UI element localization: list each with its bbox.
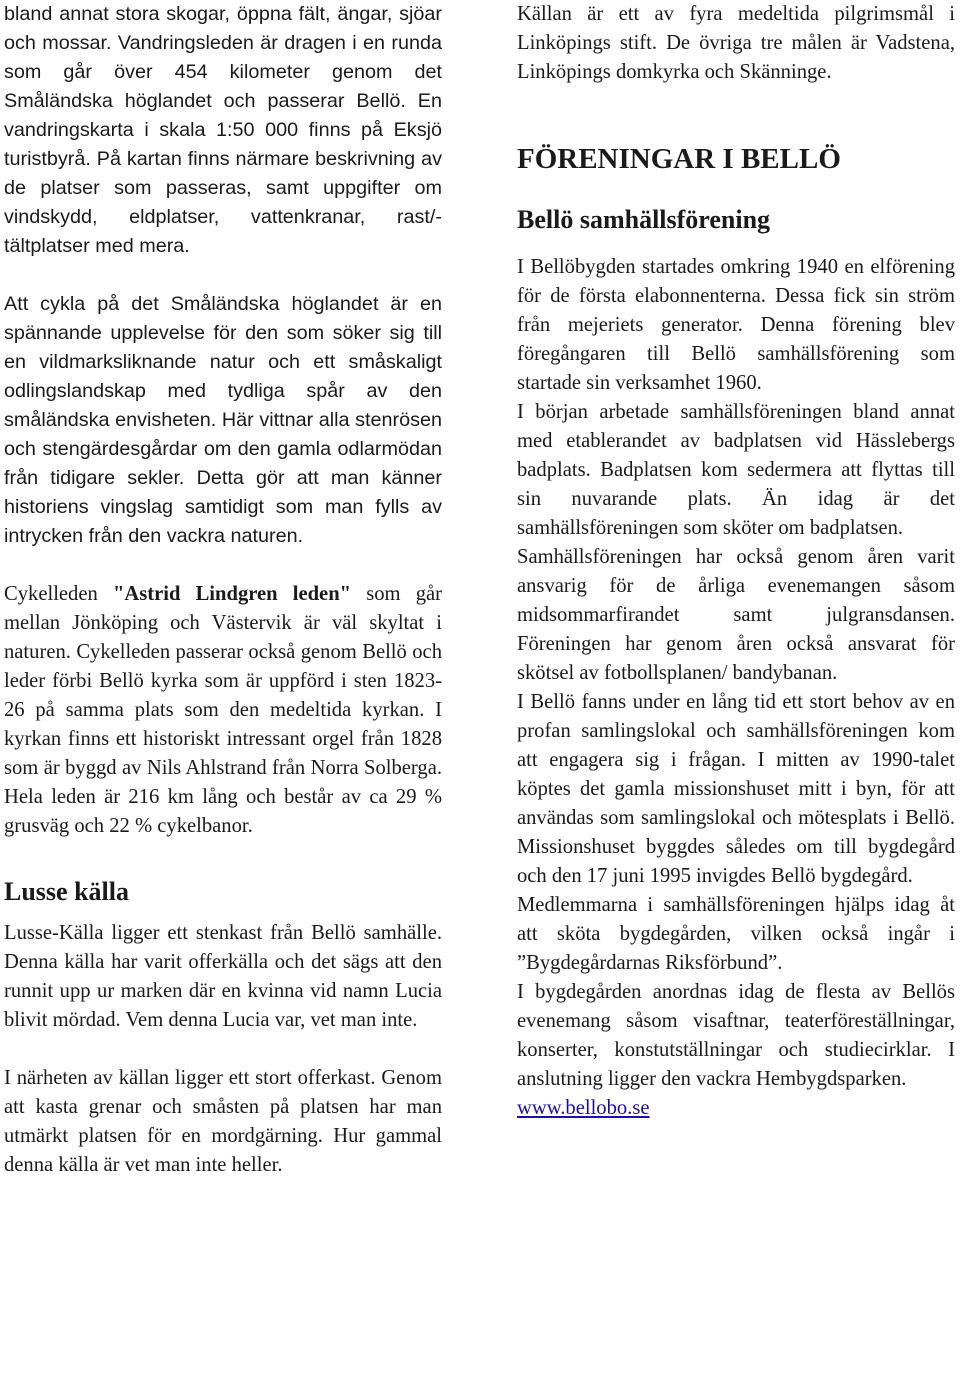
trail-name: "Astrid Lindgren leden" xyxy=(112,583,352,605)
lusse-kalla-heading: Lusse källa xyxy=(4,877,129,906)
hiking-trail-paragraph: bland annat stora skogar, öppna fält, ängar, sjöar och mossar. Vandringsleden är dragen i en runda som går över 454 kilometer genom det Småländska höglandet och passerar Bellö. En vandringskarta i skala 1:50 000 finns på Eksjö turistbyrå. På kartan finns närmare beskrivning av de platser som passeras, samt uppgifter om vindskydd, eldplatser, vattenkranar, rast/-tältplatser med mera. xyxy=(4,3,442,257)
foreningar-heading: FÖRENINGAR I BELLÖ xyxy=(517,143,841,175)
right-column xyxy=(517,0,955,1123)
cycling-paragraph: Att cykla på det Småländska höglandet är en spännande upplevelse för den som söker sig till en vildmarksliknande natur och ett småskaligt odlingslandskap med tydliga spår av den småländska envisheten. Här vittnar alla stenrösen och stengärdesgårdar om den gamla odlarmödan från tidigare sekler. Detta gör att man känner historiens vingslag samtidigt som man fylls av intrycken från den vackra naturen. xyxy=(4,293,442,547)
medlemmar-paragraph: Medlemmarna i samhällsföreningen hjälps idag åt att sköta bygdegården, vilken också ingår i ”Bygdegårdarnas Riksförbund”. xyxy=(517,894,955,974)
bygdegard-paragraph: I Bellö fanns under en lång tid ett stort behov av en profan samlingslokal och samhällsföreningen kom att engagera sig i frågan. I mitten av 1990-talet köptes det gamla missionshuset mitt i byn, för att användas som samlingslokal och mötesplats i Bellö. Missionshuset byggdes således om till bygdegård och den 17 juni 1995 invigdes Bellö bygdegård. xyxy=(517,691,955,887)
lusse-kalla-paragraph: Lusse-Källa ligger ett stenkast från Bellö samhälle. Denna källa har varit offerkälla och det sägs att den runnit upp ur marken där en kvinna vid namn Lucia blivit mördad. Vem denna Lucia var, vet man inte. xyxy=(4,922,442,1031)
left-column xyxy=(4,0,442,1180)
website-link[interactable]: www.bellobo.se xyxy=(517,1097,650,1119)
evenemang-paragraph: Samhällsföreningen har också genom åren varit ansvarig för de årliga evenemangen såsom midsommarfirandet samt julgransdansen. Föreningen har genom åren också ansvarat för skötsel av fotbollsplanen/ bandybanan. xyxy=(517,546,955,684)
trail-prefix: Cykelleden xyxy=(4,583,113,605)
astrid-lindgren-trail-paragraph xyxy=(4,580,442,841)
offerkast-paragraph: I närheten av källan ligger ett stort offerkast. Genom att kasta grenar och småsten på platsen har man utmärkt platsen för en mordgärning. Hur gammal denna källa är vet man inte heller. xyxy=(4,1067,442,1176)
trail-description: som går mellan Jönköping och Västervik är väl skyltat i naturen. Cykelleden passerar också genom Bellö och leder förbi Bellö kyrka som är uppförd i sten 1823-26 på samma plats som den medeltida kyrkan. I kyrkan finns ett historiskt intressant orgel från 1828 som är byggd av Nils Ahlstrand från Norra Solberga. Hela leden är 216 km lång och består av ca 29 % grusväg och 22 % cykelbanor. xyxy=(4,583,443,837)
badplats-paragraph: I början arbetade samhällsföreningen bland annat med etablerandet av badplatsen vid Hässlebergs badplats. Badplatsen kom sedermera att flyttas till sin nuvarande plats. Än idag är det samhällsföreningen som sköter om badplatsen. xyxy=(517,401,955,539)
pilgrimage-paragraph: Källan är ett av fyra medeltida pilgrimsmål i Linköpings stift. De övriga tre målen är Vadstena, Linköpings domkyrka och Skänninge. xyxy=(517,3,955,83)
website-line xyxy=(517,1094,955,1123)
arrangemang-paragraph: I bygdegården anordnas idag de flesta av Bellös evenemang såsom visaftnar, teaterföreställningar, konserter, konstutställningar och studiecirklar. I anslutning ligger den vackra Hembygdsparken. xyxy=(517,981,955,1090)
samhallsforening-heading: Bellö samhällsförening xyxy=(517,205,771,234)
elforening-paragraph: I Bellöbygden startades omkring 1940 en elförening för de första elabonnenterna. Dessa fick sin ström från mejeriets generator. Denna förening blev föregångaren till Bellö samhällsförening som startade sin verksamhet 1960. xyxy=(517,256,955,394)
